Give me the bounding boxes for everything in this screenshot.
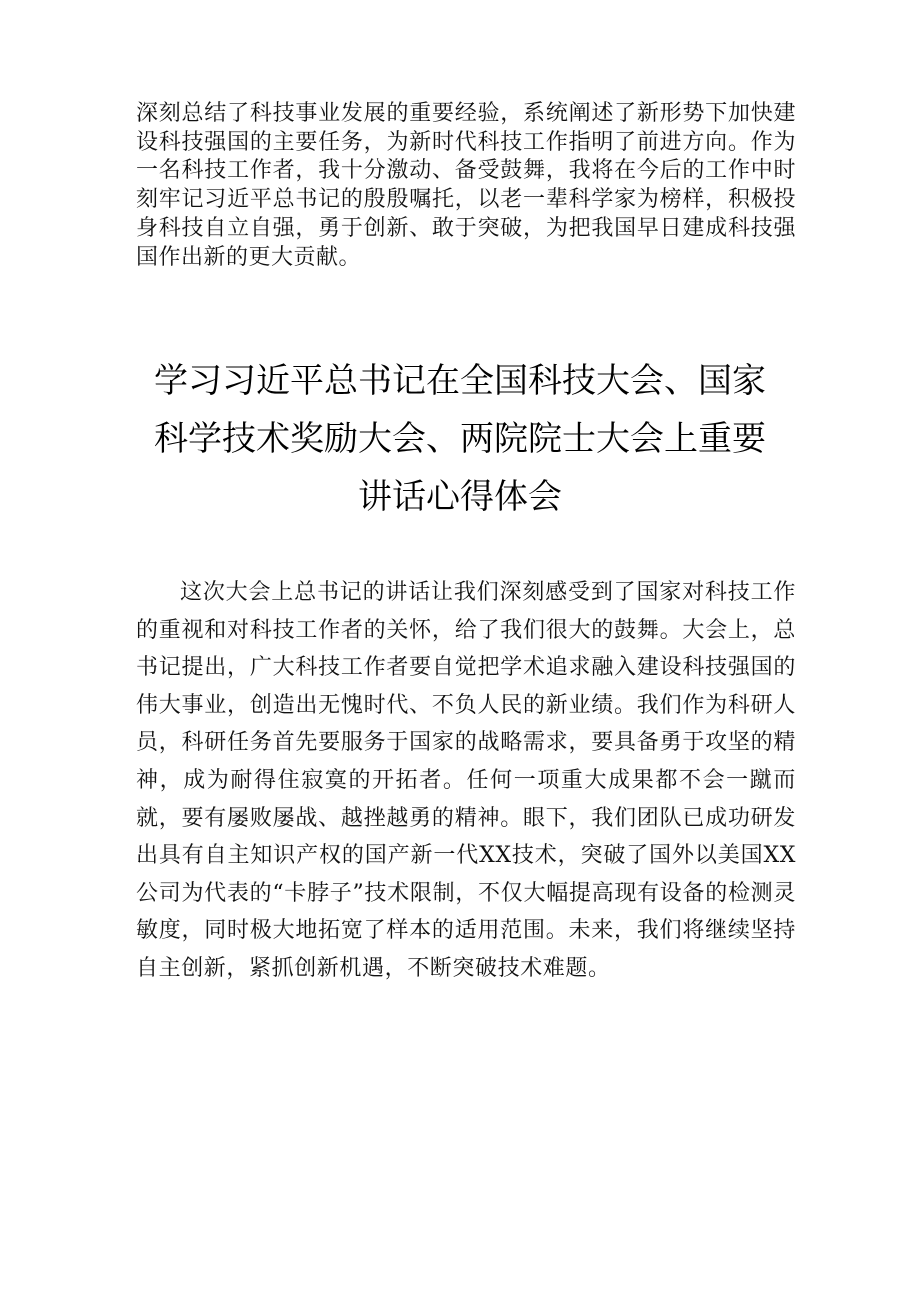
article-title <box>120 352 800 526</box>
article-title-line-3: 讲话心得体会 <box>358 477 562 517</box>
article-title-line-1: 学习习近平总书记在全国科技大会、国家 <box>154 361 766 401</box>
intro-paragraph: 深刻总结了科技事业发展的重要经验，系统阐述了新形势下加快建设科技强国的主要任务，为新时代科技工作指明了前进方向。作为一名科技工作者，我十分激动、备受鼓舞，我将在今后的工作中时刻牢记习近平总书记的殷殷嘱托，以老一辈科学家为榜样，积极投身科技自立自强，勇于创新、敢于突破，为把我国早日建成科技强国作出新的更大贡献。 <box>136 101 796 270</box>
article-title-line-2: 科学技术奖励大会、两院院士大会上重要 <box>154 419 766 459</box>
body-paragraph: 这次大会上总书记的讲话让我们深刻感受到了国家对科技工作的重视和对科技工作者的关怀，给了我们很大的鼓舞。大会上，总书记提出，广大科技工作者要自觉把学术追求融入建设科技强国的伟大事业，创造出无愧时代、不负人民的新业绩。我们作为科研人员，科研任务首先要服务于国家的战略需求，要具备勇于攻坚的精神，成为耐得住寂寞的开拓者。任何一项重大成果都不会一蹴而就，要有屡败屡战、越挫越勇的精神。眼下，我们团队已成功研发出具有自主知识产权的国产新一代XX技术，突破了国外以美国XX公司为代表的“卡脖子”技术限制，不仅大幅提高现有设备的检测灵敏度，同时极大地拓宽了样本的适用范围。未来，我们将继续坚持自主创新，紧抓创新机遇，不断突破技术难题。 <box>136 580 796 981</box>
